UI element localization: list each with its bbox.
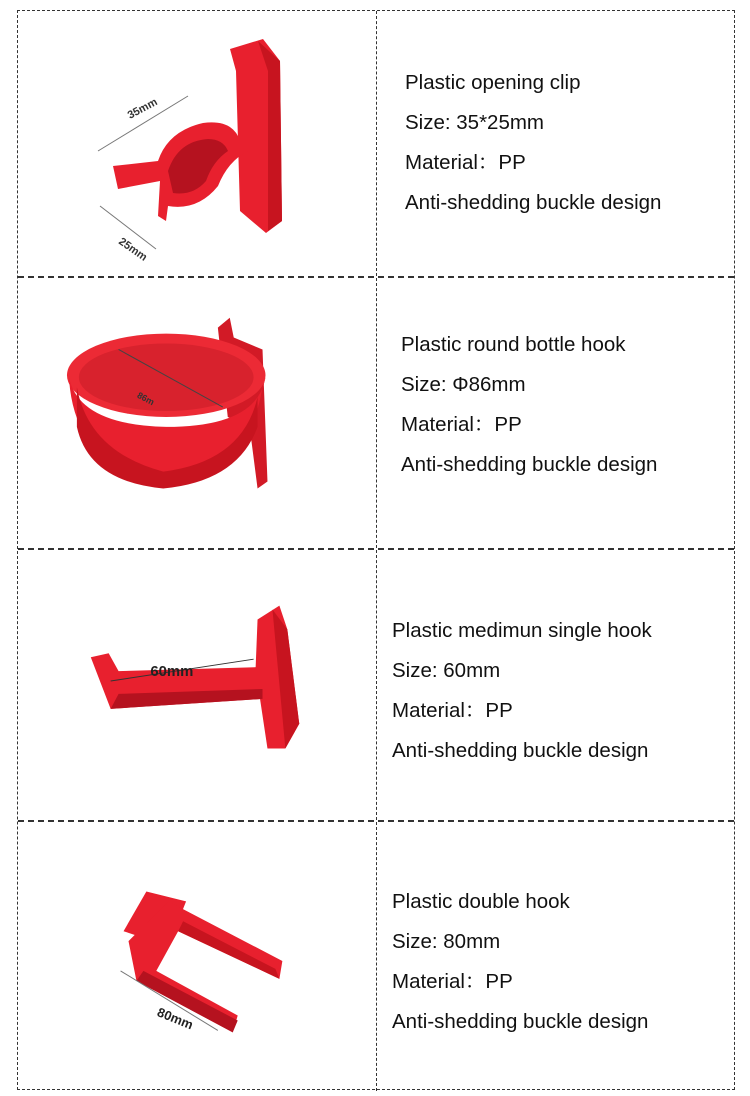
product-name: Plastic medimun single hook [392, 619, 652, 642]
column-divider [376, 278, 377, 548]
product-row-medium-single-hook [18, 548, 734, 820]
double-hook-photo [18, 822, 376, 1091]
product-feature: Anti-shedding buckle design [401, 453, 658, 476]
single-hook-illustration [18, 550, 376, 820]
product-material: Material：PP [405, 151, 526, 174]
dim-label-60mm: 60mm [150, 664, 194, 681]
single-hook-photo [18, 550, 376, 820]
round-bottle-hook-photo [18, 278, 376, 548]
product-spec-table [17, 10, 735, 1090]
dim-label-25mm: 25mm [116, 235, 150, 264]
double-hook-illustration [18, 822, 376, 1091]
column-divider [376, 550, 377, 820]
dim-label-86m: 86m [135, 390, 156, 408]
product-feature: Anti-shedding buckle design [405, 191, 662, 214]
opening-clip-photo [18, 11, 376, 276]
spec-text-block [392, 882, 648, 1042]
dim-label-35mm: 35mm [125, 96, 160, 122]
product-row-opening-clip [18, 11, 734, 276]
product-row-round-bottle-hook [18, 276, 734, 548]
product-size: Size: 35*25mm [405, 111, 545, 134]
opening-clip-illustration [18, 11, 376, 276]
product-material: Material：PP [392, 970, 513, 993]
product-feature: Anti-shedding buckle design [392, 1010, 649, 1033]
round-bottle-hook-illustration [18, 278, 376, 548]
product-name: Plastic opening clip [405, 71, 581, 94]
product-feature: Anti-shedding buckle design [392, 739, 649, 762]
product-name: Plastic round bottle hook [401, 333, 626, 356]
column-divider [376, 822, 377, 1091]
dim-label-80mm: 80mm [155, 1004, 196, 1033]
spec-text-block [392, 611, 652, 771]
product-material: Material：PP [401, 413, 522, 436]
product-row-double-hook [18, 820, 734, 1091]
product-size: Size: Φ86mm [401, 373, 526, 396]
product-material: Material：PP [392, 699, 513, 722]
spec-text-block [401, 325, 657, 485]
column-divider [376, 11, 377, 276]
product-name: Plastic double hook [392, 890, 570, 913]
product-size: Size: 60mm [392, 659, 501, 682]
product-size: Size: 80mm [392, 930, 501, 953]
spec-text-block [405, 63, 661, 223]
